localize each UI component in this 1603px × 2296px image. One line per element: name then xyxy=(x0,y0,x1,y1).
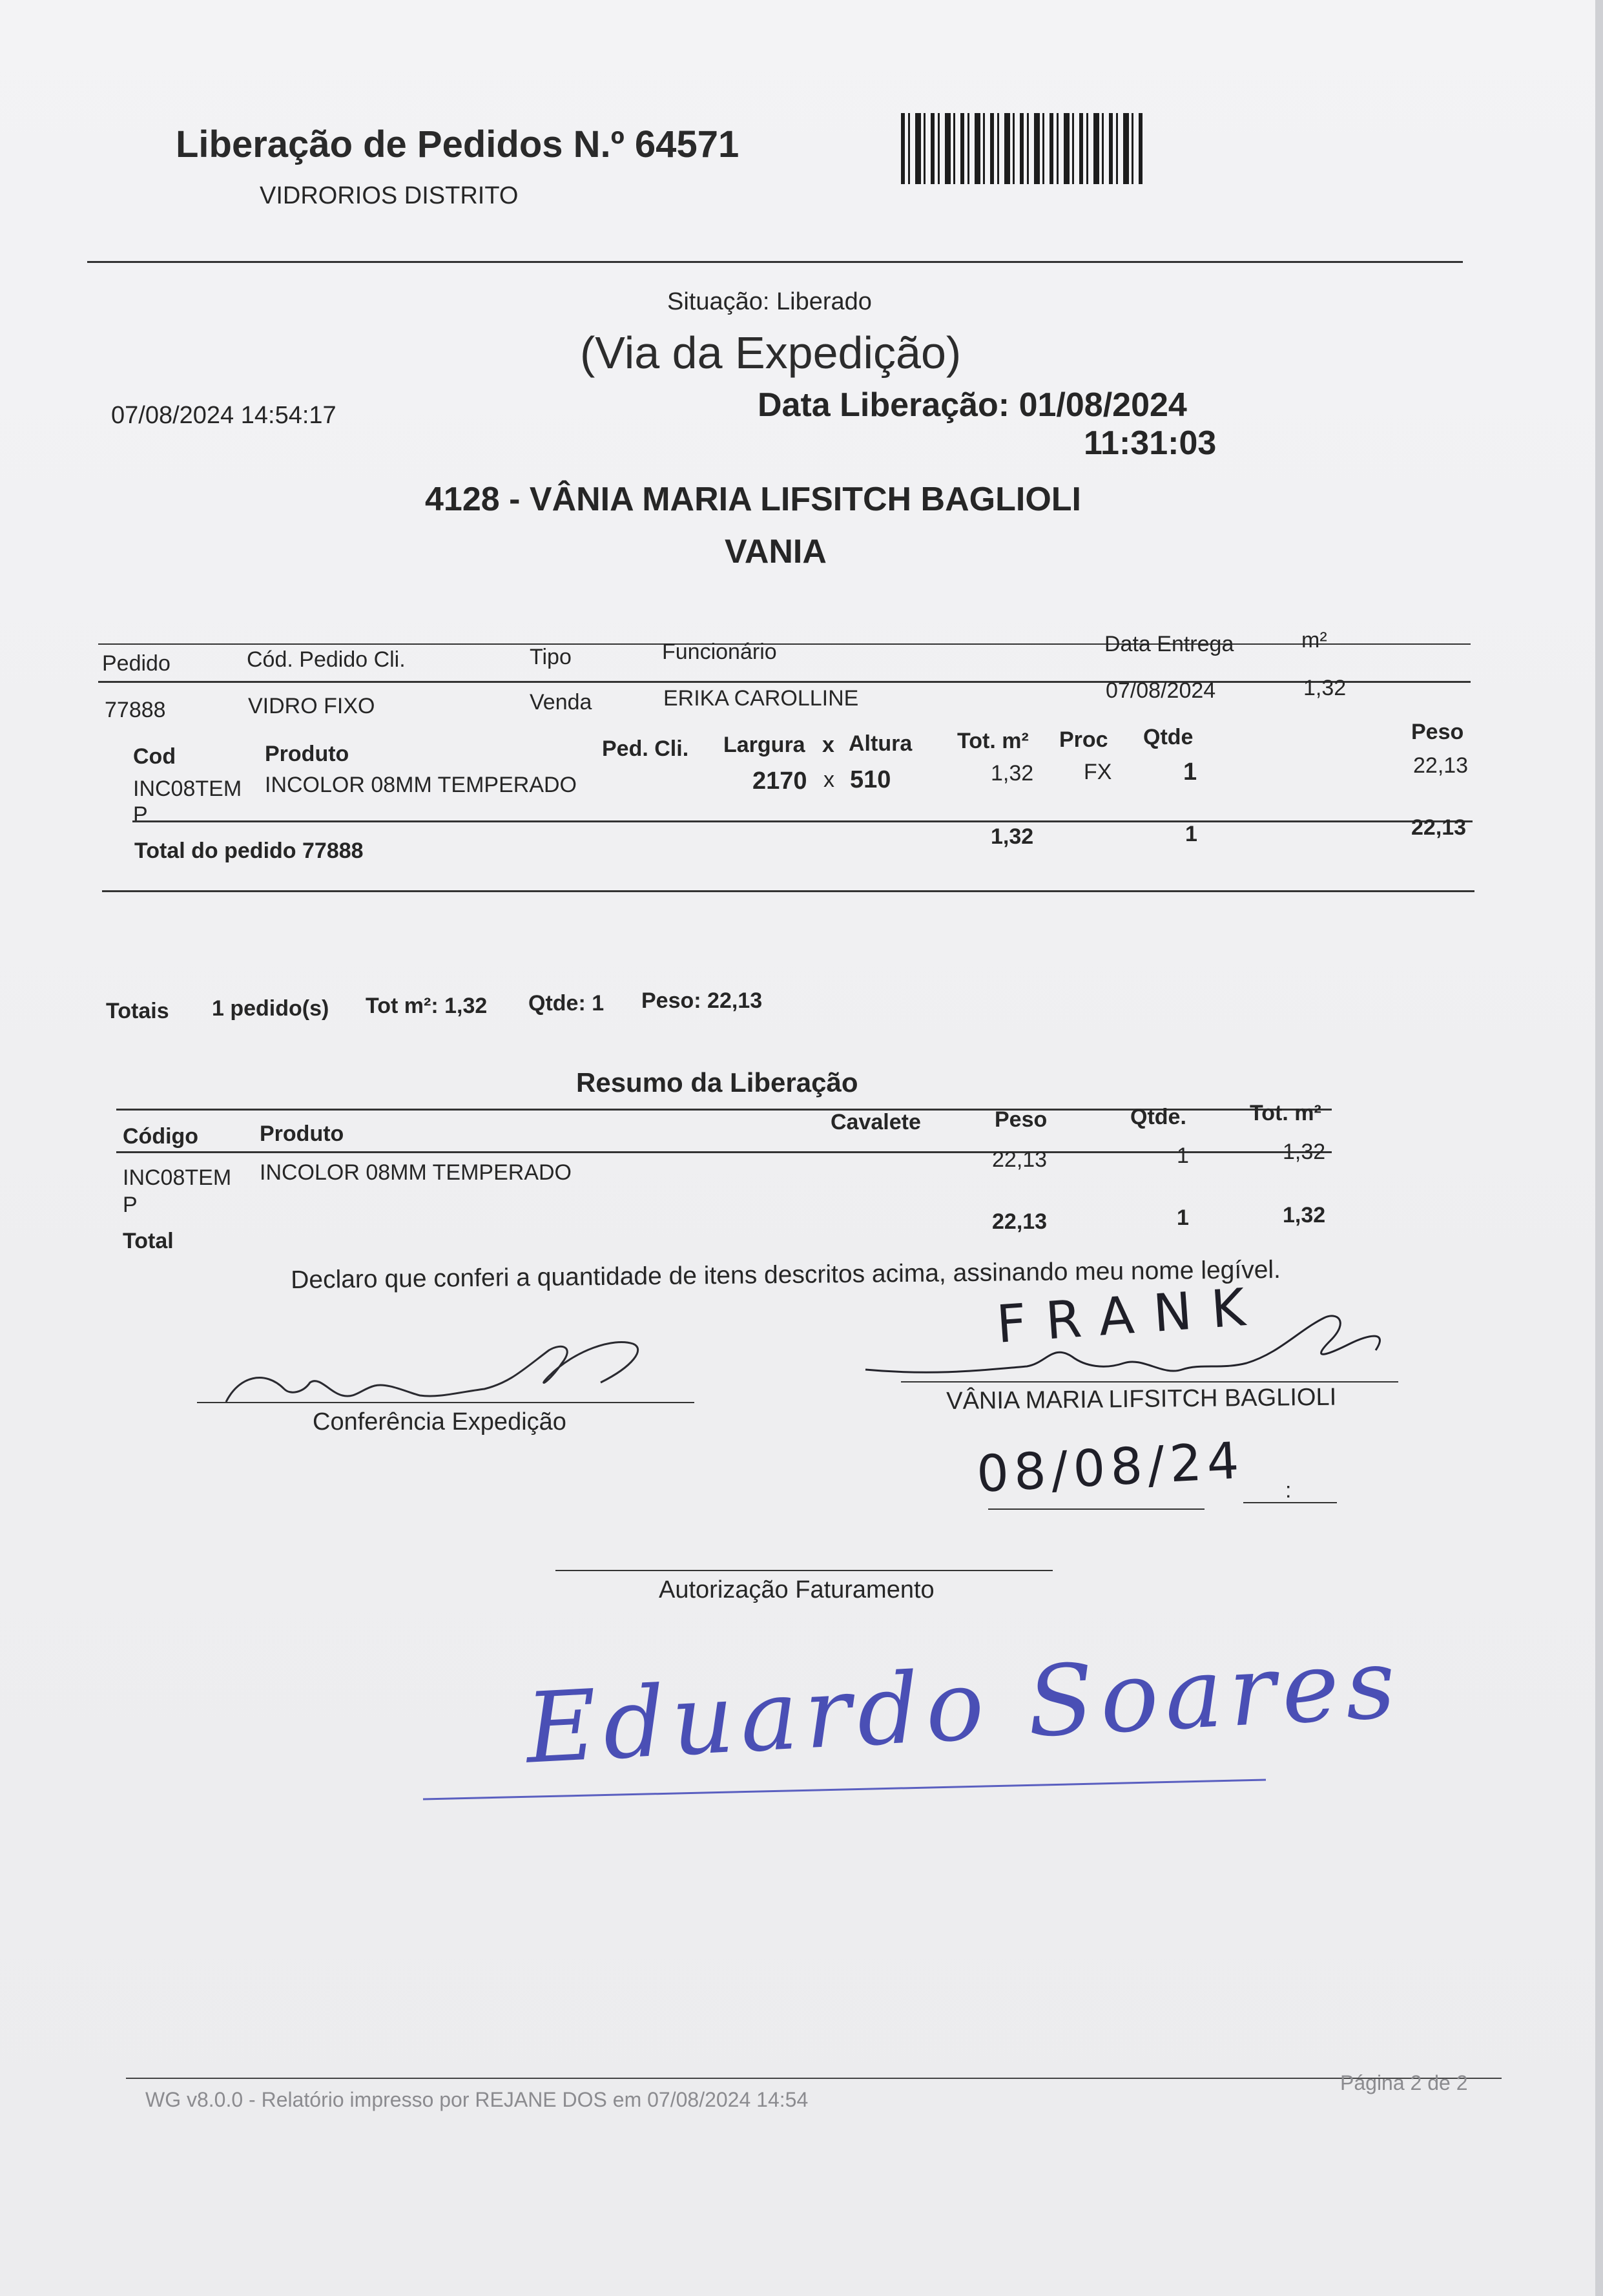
autorizacao-line xyxy=(555,1570,1053,1571)
order-funcionario: ERIKA CAROLLINE xyxy=(663,686,859,711)
footer-line xyxy=(126,2078,1502,2079)
order-header-underline xyxy=(98,681,1471,683)
col-header-data-entrega: Data Entrega xyxy=(1104,632,1234,656)
item-cod-line1: INC08TEM xyxy=(133,777,242,801)
col-header-cod-pedido-cli: Cód. Pedido Cli. xyxy=(247,647,406,672)
resumo-title: Resumo da Liberação xyxy=(576,1067,858,1098)
item-x: x xyxy=(823,767,834,792)
resumo-header-qtde: Qtde. xyxy=(1130,1105,1186,1129)
item-altura: 510 xyxy=(850,766,891,793)
order-total-line xyxy=(132,820,1473,822)
resumo-total-qtde: 1 xyxy=(1177,1205,1189,1230)
resumo-header-tot-m2: Tot. m² xyxy=(1250,1101,1321,1125)
resumo-produto: INCOLOR 08MM TEMPERADO xyxy=(260,1160,572,1185)
data-liberacao: Data Liberação: 01/08/2024 xyxy=(758,386,1187,424)
item-header-largura: Largura xyxy=(723,733,805,757)
item-largura: 2170 xyxy=(752,767,807,795)
totais-qtde: Qtde: 1 xyxy=(528,991,605,1016)
company-name: VIDRORIOS DISTRITO xyxy=(260,182,519,209)
item-header-qtde: Qtde xyxy=(1143,725,1194,749)
col-header-pedido: Pedido xyxy=(102,651,171,676)
col-header-m2: m² xyxy=(1301,628,1327,652)
item-header-peso: Peso xyxy=(1411,720,1464,744)
resumo-cod-line1: INC08TEM xyxy=(123,1165,232,1190)
footer-report: WG v8.0.0 - Relatório impresso por REJANE DOS em 07/08/2024 14:54 xyxy=(145,2088,809,2111)
time-separator: : xyxy=(1285,1478,1292,1503)
conferencia-label: Conferência Expedição xyxy=(313,1408,566,1435)
order-table-top-line xyxy=(98,643,1471,645)
client-name: 4128 - VÂNIA MARIA LIFSITCH BAGLIOLI xyxy=(425,481,1081,518)
item-proc: FX xyxy=(1084,760,1112,784)
item-produto: INCOLOR 08MM TEMPERADO xyxy=(265,773,577,797)
item-peso: 22,13 xyxy=(1413,753,1469,778)
order-total-qtde: 1 xyxy=(1185,822,1197,846)
resumo-header-underline xyxy=(116,1151,1332,1153)
hora-liberacao: 11:31:03 xyxy=(1084,424,1217,462)
resumo-header-cavalete: Cavalete xyxy=(831,1110,921,1134)
resumo-qtde: 1 xyxy=(1177,1143,1189,1168)
item-qtde: 1 xyxy=(1183,758,1197,786)
totais-pedidos: 1 pedido(s) xyxy=(212,996,329,1021)
client-signature-line xyxy=(901,1381,1398,1383)
declaration-text: Declaro que conferi a quantidade de itens descritos acima, assinando meu nome legível. xyxy=(291,1255,1281,1294)
resumo-peso: 22,13 xyxy=(992,1147,1048,1172)
order-total-m2: 1,32 xyxy=(991,824,1034,849)
item-header-tot-m2: Tot. m² xyxy=(957,729,1029,753)
order-data-entrega: 07/08/2024 xyxy=(1106,678,1216,703)
via-label: (Via da Expedição) xyxy=(580,328,962,378)
print-datetime: 07/08/2024 14:54:17 xyxy=(111,402,336,429)
document-title: Liberação de Pedidos N.º 64571 xyxy=(176,123,739,165)
resumo-total-label: Total xyxy=(123,1229,174,1253)
order-total-peso: 22,13 xyxy=(1411,815,1467,840)
handwritten-name: FRANK xyxy=(995,1276,1267,1355)
order-m2: 1,32 xyxy=(1303,676,1347,700)
resumo-cod-line2: P xyxy=(123,1193,138,1217)
item-tot-m2: 1,32 xyxy=(991,761,1034,786)
handwritten-date: 08/08/24 xyxy=(975,1432,1246,1504)
handwritten-authorizer: Eduardo Soares xyxy=(523,1627,1405,1786)
item-cod-line2: P xyxy=(133,802,148,827)
totais-label: Totais xyxy=(106,999,169,1023)
footer-page: Página 2 de 2 xyxy=(1340,2071,1468,2094)
header-divider xyxy=(87,261,1463,263)
client-signature-label: VÂNIA MARIA LIFSITCH BAGLIOLI xyxy=(946,1383,1337,1415)
resumo-header-peso: Peso xyxy=(995,1107,1048,1132)
resumo-total-peso: 22,13 xyxy=(992,1209,1048,1234)
barcode xyxy=(901,113,1143,184)
resumo-header-produto: Produto xyxy=(260,1122,344,1146)
client-nickname: VANIA xyxy=(725,533,827,570)
item-header-altura: Altura xyxy=(849,731,913,756)
item-header-cod: Cod xyxy=(133,744,176,769)
order-tipo: Venda xyxy=(530,690,592,715)
order-bottom-line xyxy=(102,890,1474,892)
resumo-header-codigo: Código xyxy=(123,1124,199,1149)
conferencia-line xyxy=(197,1402,694,1403)
order-cod-pedido-cli: VIDRO FIXO xyxy=(248,694,375,718)
resumo-tot-m2: 1,32 xyxy=(1283,1140,1326,1164)
order-total-label: Total do pedido 77888 xyxy=(134,839,364,863)
col-header-funcionario: Funcionário xyxy=(662,640,777,664)
autorizacao-label: Autorização Faturamento xyxy=(659,1576,935,1603)
item-header-x: x xyxy=(822,733,834,757)
item-header-produto: Produto xyxy=(265,742,349,766)
resumo-total-tot-m2: 1,32 xyxy=(1283,1203,1326,1227)
totais-tot-m2: Tot m²: 1,32 xyxy=(366,994,488,1018)
item-header-proc: Proc xyxy=(1059,727,1108,752)
date-line xyxy=(988,1508,1205,1510)
totais-peso: Peso: 22,13 xyxy=(641,988,763,1013)
item-header-ped-cli: Ped. Cli. xyxy=(602,736,689,761)
col-header-tipo: Tipo xyxy=(530,645,572,669)
sheet-edge xyxy=(1595,0,1603,2296)
order-pedido: 77888 xyxy=(105,698,166,722)
situacao-label: Situação: Liberado xyxy=(667,288,872,315)
authorizer-underline xyxy=(420,1767,1272,1806)
